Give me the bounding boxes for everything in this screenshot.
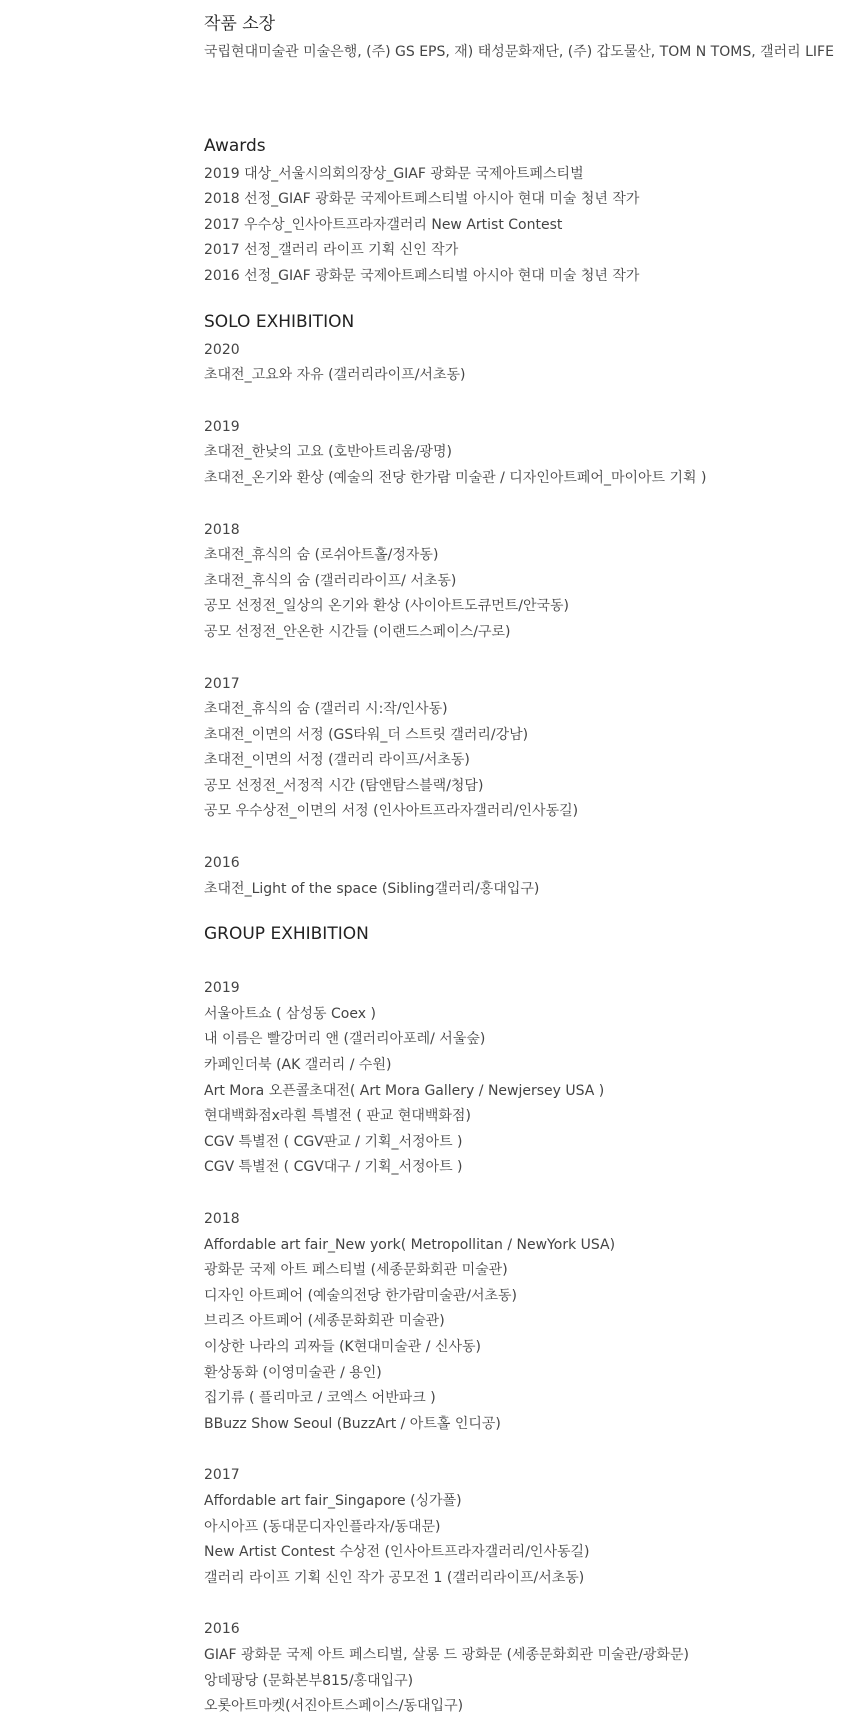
group-year: 2017	[204, 1467, 240, 1484]
solo-item: 초대전_이면의 서정 (갤러리 라이프/서초동)	[204, 752, 470, 769]
solo-year: 2016	[204, 855, 240, 872]
group-item: 집기류 ( 플리마코 / 코엑스 어반파크 )	[204, 1390, 436, 1407]
awards-list	[204, 162, 844, 290]
group-item: CGV 특별전 ( CGV대구 / 기획_서정아트 )	[204, 1159, 463, 1176]
solo-item: 공모 선정전_일상의 온기와 환상 (사이아트도큐먼트/안국동)	[204, 598, 570, 615]
group-item: New Artist Contest 수상전 (인사아트프라자갤러리/인사동길)	[204, 1544, 590, 1561]
solo-year: 2018	[204, 521, 240, 538]
award-item: 2017 우수상_인사아트프라자갤러리 New Artist Contest	[204, 216, 563, 233]
group-item: 오롯아트마켓(서진아트스페이스/동대입구)	[204, 1698, 464, 1715]
group-item: BBuzz Show Seoul (BuzzArt / 아트홀 인디공)	[204, 1415, 501, 1432]
solo-exhibition-heading: SOLO EXHIBITION	[204, 311, 355, 332]
group-item: 현대백화점x라흰 특별전 ( 판교 현대백화점)	[204, 1108, 471, 1125]
solo-item: 초대전_Light of the space (Sibling갤러리/홍대입구)	[204, 880, 540, 897]
group-item: 이상한 나라의 괴짜들 (K현대미술관 / 신사동)	[204, 1338, 481, 1355]
group-item: 브리즈 아트페어 (세종문화회관 미술관)	[204, 1313, 445, 1330]
group-item: 내 이름은 빨강머리 앤 (갤러리아포레/ 서울숲)	[204, 1031, 486, 1048]
group-year: 2016	[204, 1621, 240, 1638]
collection-heading: 작품 소장	[204, 14, 276, 34]
group-item: 앙데팡당 (문화본부815/홍대입구)	[204, 1672, 414, 1689]
group-item: Affordable art fair_Singapore (싱가폴)	[204, 1492, 462, 1509]
solo-item: 초대전_고요와 자유 (갤러리라이프/서초동)	[204, 367, 466, 384]
solo-item: 공모 우수상전_이면의 서정 (인사아트프라자갤러리/인사동길)	[204, 803, 579, 820]
group-item: 아시아프 (동대문디자인플라자/동대문)	[204, 1518, 441, 1535]
solo-year: 2019	[204, 418, 240, 435]
solo-item: 초대전_이면의 서정 (GS타워_더 스트릿 갤러리/강남)	[204, 726, 529, 743]
group-item: 서울아트쇼 ( 삼성동 Coex )	[204, 1005, 376, 1022]
group-year: 2019	[204, 980, 240, 997]
solo-item: 초대전_휴식의 숨 (로쉬아트홀/정자동)	[204, 547, 439, 564]
group-item: 카페인더북 (AK 갤러리 / 수원)	[204, 1057, 392, 1074]
awards-heading: Awards	[204, 135, 266, 156]
group-item: CGV 특별전 ( CGV판교 / 기획_서정아트 )	[204, 1133, 463, 1150]
solo-year: 2017	[204, 675, 240, 692]
group-item: 디자인 아트페어 (예술의전당 한가람미술관/서초동)	[204, 1287, 517, 1304]
group-item: 갤러리 라이프 기획 신인 작가 공모전 1 (갤러리라이프/서초동)	[204, 1569, 585, 1586]
group-item: Art Mora 오픈콜초대전( Art Mora Gallery / Newjersey USA )	[204, 1082, 605, 1099]
solo-item: 공모 선정전_서정적 시간 (탐앤탐스블랙/청담)	[204, 777, 484, 794]
award-item: 2018 선정_GIAF 광화문 국제아트페스티벌 아시아 현대 미술 청년 작가	[204, 191, 640, 208]
collection-text: 국립현대미술관 미술은행, (주) GS EPS, 재) 태성문화재단, (주) 갑도물산, TOM N TOMS, 갤러리 LIFE	[204, 44, 834, 60]
award-item: 2016 선정_GIAF 광화문 국제아트페스티벌 아시아 현대 미술 청년 작가	[204, 267, 640, 284]
group-item: GIAF 광화문 국제 아트 페스티벌, 살롱 드 광화문 (세종문화회관 미술관/광화문)	[204, 1646, 689, 1663]
award-item: 2017 선정_갤러리 라이프 기획 신인 작가	[204, 242, 459, 259]
solo-year: 2020	[204, 341, 240, 358]
cv-content	[204, 8, 844, 1720]
group-year: 2018	[204, 1211, 240, 1227]
solo-item: 초대전_휴식의 숨 (갤러리 시:작/인사동)	[204, 701, 448, 718]
solo-item: 초대전_온기와 환상 (예술의 전당 한가람 미술관 / 디자인아트페어_마이아트 기획 )	[204, 469, 707, 486]
group-exhibition-heading: GROUP EXHIBITION	[204, 924, 369, 945]
group-item: 광화문 국제 아트 페스티벌 (세종문화회관 미술관)	[204, 1262, 508, 1279]
solo-item: 초대전_한낮의 고요 (호반아트리움/광명)	[204, 444, 452, 461]
award-item: 2019 대상_서울시의회의장상_GIAF 광화문 국제아트페스티벌	[204, 165, 584, 182]
group-item: 환상동화 (이영미술관 / 용인)	[204, 1364, 382, 1381]
solo-item: 공모 선정전_안온한 시간들 (이랜드스페이스/구로)	[204, 623, 511, 640]
solo-item: 초대전_휴식의 숨 (갤러리라이프/ 서초동)	[204, 572, 457, 589]
group-item: Affordable art fair_New york( Metropollitan / NewYork USA)	[204, 1236, 616, 1253]
